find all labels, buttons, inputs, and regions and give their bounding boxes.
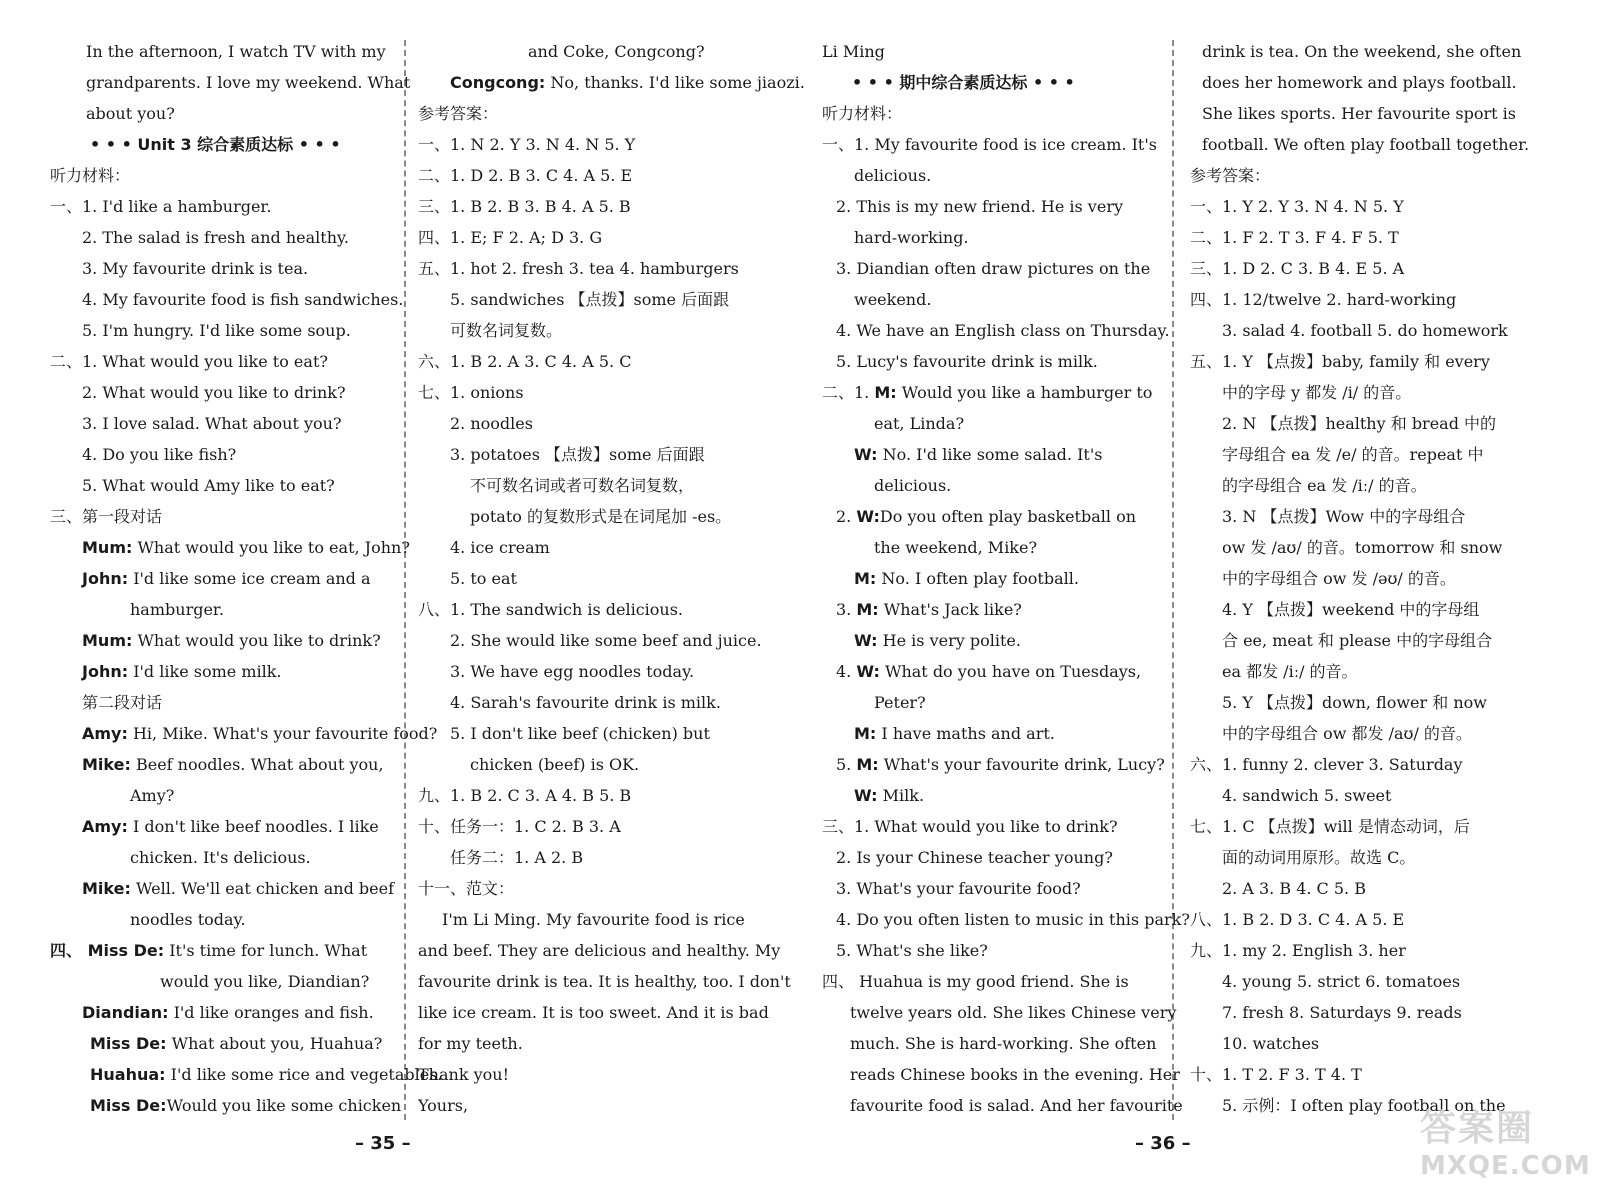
speaker-label: Miss De: — [90, 1034, 167, 1053]
text-line: 3. salad 4. football 5. do homework — [1222, 321, 1508, 340]
text-line: 三、1. B 2. B 3. B 4. A 5. B — [418, 197, 631, 216]
text-line: 五、1. Y 【点拨】baby, family 和 every — [1190, 352, 1490, 371]
text-line: favourite food is salad. And her favourite — [850, 1096, 1183, 1115]
text-line: 听力材料： — [822, 104, 903, 123]
text-line: 2. Is your Chinese teacher young? — [836, 848, 1113, 867]
text-column-1 — [50, 36, 443, 1121]
text-line: 三、1. D 2. C 3. B 4. E 5. A — [1190, 259, 1405, 278]
text-line: 3. I love salad. What about you? — [82, 414, 342, 433]
text-line: 4. Do you often listen to music in this park? — [836, 910, 1190, 929]
watermark-top-text: 答案圈 — [1420, 1108, 1535, 1149]
speaker-label: W: — [856, 662, 880, 681]
text-line: 3. My favourite drink is tea. — [82, 259, 309, 278]
text-line: 4. Sarah's favourite drink is milk. — [450, 693, 721, 712]
text-line: delicious. — [874, 476, 952, 495]
speaker-label: Amy: — [82, 817, 128, 836]
text-line: 听力材料： — [50, 166, 131, 185]
speaker-label: W: — [854, 786, 878, 805]
text-line: Peter? — [874, 693, 926, 712]
text-line: for my teeth. — [418, 1034, 523, 1053]
text-line: I'm Li Ming. My favourite food is rice — [442, 910, 745, 929]
text-line: and beef. They are delicious and healthy. My — [418, 941, 781, 960]
text-line: 4. Do you like fish? — [82, 445, 237, 464]
text-line: 合 ee, meat 和 please 中的字母组合 — [1222, 631, 1493, 650]
text-line: 3. What's your favourite food? — [836, 879, 1081, 898]
text-column-4 — [1190, 36, 1530, 1121]
text-line: 4. sandwich 5. sweet — [1222, 786, 1392, 805]
text-column-3 — [822, 36, 1190, 1121]
text-line: 5. What would Amy like to eat? — [82, 476, 335, 495]
text-line: 一、1. I'd like a hamburger. — [50, 197, 272, 216]
text-line: reads Chinese books in the evening. Her — [850, 1065, 1180, 1084]
text-line: 四、 Miss De: It's time for lunch. What — [50, 941, 368, 960]
text-line: Thank you! — [418, 1065, 510, 1084]
text-line: Congcong: No, thanks. I'd like some jiaozi. — [450, 73, 805, 92]
text-line: 中的字母组合 ow 都发 /aʊ/ 的音。 — [1222, 724, 1472, 743]
text-line: 5. I don't like beef (chicken) but — [450, 724, 710, 743]
column-divider — [404, 40, 406, 1120]
text-line: Miss De: What about you, Huahua? — [90, 1034, 383, 1053]
text-line: Mike: Well. We'll eat chicken and beef — [82, 879, 394, 898]
text-line: 三、1. What would you like to drink? — [822, 817, 1118, 836]
speaker-label: M: — [856, 600, 879, 619]
text-line: chicken. It's delicious. — [130, 848, 311, 867]
text-line: 二、1. D 2. B 3. C 4. A 5. E — [418, 166, 633, 185]
text-line: 一、1. Y 2. Y 3. N 4. N 5. Y — [1190, 197, 1404, 216]
text-line: 四、 Huahua is my good friend. She is — [822, 972, 1129, 991]
text-line: 5. to eat — [450, 569, 517, 588]
speaker-label: John: — [82, 662, 129, 681]
text-line: 2. What would you like to drink? — [82, 383, 346, 402]
text-line: 5. 示例：I often play football on the — [1222, 1096, 1506, 1115]
text-line: 参考答案： — [1190, 166, 1271, 185]
text-line: about you? — [86, 104, 175, 123]
text-line: much. She is hard-working. She often — [850, 1034, 1157, 1053]
page-number-left: – 35 – — [355, 1133, 411, 1154]
text-line: 4. W: What do you have on Tuesdays, — [836, 662, 1142, 681]
text-line: 可数名词复数。 — [450, 321, 563, 340]
text-line: Amy: Hi, Mike. What's your favourite food? — [82, 724, 438, 743]
text-line: 一、1. My favourite food is ice cream. It's — [822, 135, 1157, 154]
text-line: 六、1. B 2. A 3. C 4. A 5. C — [418, 352, 632, 371]
speaker-label: Mike: — [82, 755, 131, 774]
text-line: Mum: What would you like to drink? — [82, 631, 381, 650]
text-line: 七、1. onions — [418, 383, 524, 402]
text-line: would you like, Diandian? — [160, 972, 370, 991]
text-line: Huahua: I'd like some rice and vegetables. — [90, 1065, 443, 1084]
text-line: 3. We have egg noodles today. — [450, 662, 695, 681]
text-line: 六、1. funny 2. clever 3. Saturday — [1190, 755, 1463, 774]
text-line: favourite drink is tea. It is healthy, too. I don't — [418, 972, 791, 991]
text-line: 中的字母 y 都发 /i/ 的音。 — [1222, 383, 1412, 402]
text-line: 2. noodles — [450, 414, 533, 433]
text-line: 十一、范文： — [418, 879, 515, 898]
text-line: 4. We have an English class on Thursday. — [836, 321, 1170, 340]
text-line: 2. She would like some beef and juice. — [450, 631, 762, 650]
text-line: 4. young 5. strict 6. tomatoes — [1222, 972, 1461, 991]
watermark-bottom-text: MXQE.COM — [1420, 1151, 1591, 1181]
text-line: 7. fresh 8. Saturdays 9. reads — [1222, 1003, 1462, 1022]
text-line: Yours, — [418, 1096, 469, 1115]
speaker-label: W: — [854, 631, 878, 650]
speaker-label: Miss De: — [90, 1096, 167, 1115]
text-line: potato 的复数形式是在词尾加 -es。 — [470, 507, 732, 526]
text-line: 5. What's she like? — [836, 941, 988, 960]
text-line: 四、1. 12/twelve 2. hard-working — [1190, 290, 1457, 309]
text-line: 5. M: What's your favourite drink, Lucy? — [836, 755, 1165, 774]
speaker-label: M: — [854, 569, 877, 588]
text-line: 参考答案： — [418, 104, 499, 123]
text-line: W: He is very polite. — [854, 631, 1021, 650]
text-line: 八、1. The sandwich is delicious. — [418, 600, 684, 619]
speaker-label: Huahua: — [90, 1065, 166, 1084]
text-line: 十、任务一：1. C 2. B 3. A — [418, 817, 621, 836]
text-line: She likes sports. Her favourite sport is — [1202, 104, 1516, 123]
text-line: John: I'd like some milk. — [82, 662, 282, 681]
text-line: 字母组合 ea 发 /e/ 的音。repeat 中 — [1222, 445, 1484, 464]
text-line: weekend. — [854, 290, 932, 309]
text-line: 2. This is my new friend. He is very — [836, 197, 1123, 216]
section-heading: • • • 期中综合素质达标 • • • — [852, 73, 1075, 92]
text-line: John: I'd like some ice cream and a — [82, 569, 371, 588]
text-line: M: No. I often play football. — [854, 569, 1079, 588]
text-line: does her homework and plays football. — [1202, 73, 1517, 92]
text-line: 一、1. N 2. Y 3. N 4. N 5. Y — [418, 135, 636, 154]
text-column-2 — [418, 36, 805, 1121]
speaker-label: Mike: — [82, 879, 131, 898]
text-line: and Coke, Congcong? — [528, 42, 705, 61]
text-line: 四、1. E; F 2. A; D 3. G — [418, 228, 603, 247]
text-line: 5. I'm hungry. I'd like some soup. — [82, 321, 351, 340]
text-line: 4. Y 【点拨】weekend 中的字母组 — [1222, 600, 1480, 619]
speaker-label: M: — [854, 724, 877, 743]
watermark-logo — [1420, 1100, 1590, 1190]
text-line: hard-working. — [854, 228, 969, 247]
speaker-label: Diandian: — [82, 1003, 169, 1022]
text-line: 任务二：1. A 2. B — [450, 848, 584, 867]
text-line: Mike: Beef noodles. What about you, — [82, 755, 384, 774]
text-line: 的字母组合 ea 发 /iː/ 的音。 — [1222, 476, 1427, 495]
text-line: 5. sandwiches 【点拨】some 后面跟 — [450, 290, 730, 309]
text-line: In the afternoon, I watch TV with my — [86, 42, 386, 61]
text-line: 二、1. F 2. T 3. F 4. F 5. T — [1190, 228, 1399, 247]
text-line: 5. Y 【点拨】down, flower 和 now — [1222, 693, 1487, 712]
text-line: 五、1. hot 2. fresh 3. tea 4. hamburgers — [418, 259, 739, 278]
text-line: Diandian: I'd like oranges and fish. — [82, 1003, 374, 1022]
text-line: noodles today. — [130, 910, 246, 929]
column-divider — [1172, 40, 1174, 1120]
text-line: 二、1. M: Would you like a hamburger to — [822, 383, 1153, 402]
speaker-label: Amy: — [82, 724, 128, 743]
page-number-right: – 36 – — [1135, 1133, 1191, 1154]
text-line: 不可数名词或者可数名词复数， — [470, 476, 695, 495]
text-line: grandparents. I love my weekend. What — [86, 73, 411, 92]
text-line: 3. potatoes 【点拨】some 后面跟 — [450, 445, 705, 464]
text-line: 2. N 【点拨】healthy 和 bread 中的 — [1222, 414, 1497, 433]
text-line: W: No. I'd like some salad. It's — [854, 445, 1103, 464]
text-line: W: Milk. — [854, 786, 925, 805]
section-heading: • • • Unit 3 综合素质达标 • • • — [90, 135, 341, 154]
speaker-label: Mum: — [82, 538, 133, 557]
text-line: eat, Linda? — [874, 414, 965, 433]
text-line: 5. Lucy's favourite drink is milk. — [836, 352, 1098, 371]
text-line: ea 都发 /iː/ 的音。 — [1222, 662, 1358, 681]
speaker-label: W: — [854, 445, 878, 464]
text-line: Li Ming — [822, 42, 885, 61]
text-line: 九、1. B 2. C 3. A 4. B 5. B — [418, 786, 632, 805]
text-line: Amy? — [130, 786, 175, 805]
text-line: 面的动词用原形。故选 C。 — [1222, 848, 1416, 867]
text-line: Amy: I don't like beef noodles. I like — [82, 817, 379, 836]
speaker-label: W: — [856, 507, 880, 526]
text-line: drink is tea. On the weekend, she often — [1202, 42, 1522, 61]
text-line: 2. W:Do you often play basketball on — [836, 507, 1137, 526]
text-line: 二、1. What would you like to eat? — [50, 352, 328, 371]
text-line: Mum: What would you like to eat, John? — [82, 538, 410, 557]
speaker-label: Congcong: — [450, 73, 546, 92]
speaker-label: M: — [856, 755, 879, 774]
text-line: the weekend, Mike? — [874, 538, 1038, 557]
speaker-label: 四、 Miss De: — [50, 941, 165, 960]
text-line: 十、1. T 2. F 3. T 4. T — [1190, 1065, 1362, 1084]
text-line: 三、第一段对话 — [50, 507, 163, 526]
text-line: 10. watches — [1222, 1034, 1320, 1053]
text-line: 八、1. B 2. D 3. C 4. A 5. E — [1190, 910, 1405, 929]
text-line: chicken (beef) is OK. — [470, 755, 640, 774]
text-line: 3. Diandian often draw pictures on the — [836, 259, 1151, 278]
speaker-label: M: — [874, 383, 897, 402]
text-line: 七、1. C 【点拨】will 是情态动词，后 — [1190, 817, 1470, 836]
text-line: delicious. — [854, 166, 932, 185]
text-line: M: I have maths and art. — [854, 724, 1055, 743]
text-line: Miss De:Would you like some chicken — [90, 1096, 402, 1115]
text-line: 3. M: What's Jack like? — [836, 600, 1022, 619]
speaker-label: John: — [82, 569, 129, 588]
text-line: 九、1. my 2. English 3. her — [1190, 941, 1406, 960]
text-line: 4. ice cream — [450, 538, 550, 557]
speaker-label: Mum: — [82, 631, 133, 650]
text-line: football. We often play football together. — [1202, 135, 1530, 154]
text-line: ow 发 /aʊ/ 的音。tomorrow 和 snow — [1222, 538, 1503, 557]
text-line: 3. N 【点拨】Wow 中的字母组合 — [1222, 507, 1466, 526]
text-line: 中的字母组合 ow 发 /əʊ/ 的音。 — [1222, 569, 1456, 588]
text-line: 第二段对话 — [82, 693, 163, 712]
text-line: hamburger. — [130, 600, 224, 619]
text-line: 2. The salad is fresh and healthy. — [82, 228, 350, 247]
text-line: twelve years old. She likes Chinese very — [850, 1003, 1177, 1022]
text-line: 4. My favourite food is fish sandwiches. — [82, 290, 404, 309]
text-line: 2. A 3. B 4. C 5. B — [1222, 879, 1366, 898]
text-line: like ice cream. It is too sweet. And it is bad — [418, 1003, 769, 1022]
